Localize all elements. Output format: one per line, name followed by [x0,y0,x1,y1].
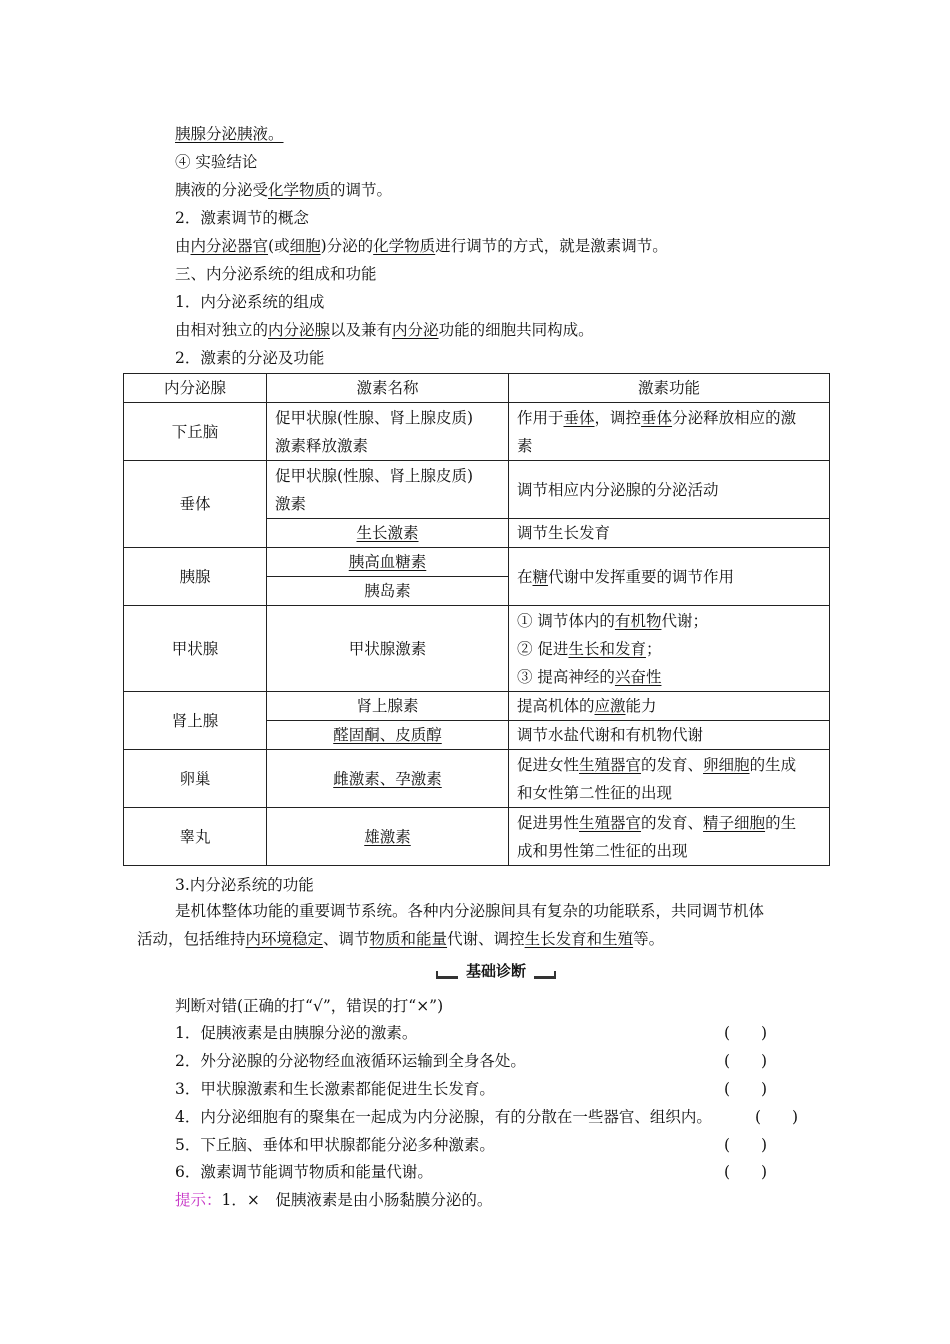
conclusion-line: 胰液的分泌受化学物质的调节。 [175,181,393,199]
table-header-row [124,374,830,403]
function-cell: 促进女性生殖器官的发育、卵细胞的生成 和女性第二性征的出现 [509,750,830,808]
hormone-table [123,373,830,866]
gland-cell: 甲状腺 [124,606,267,692]
table-row [124,606,830,692]
hormone-cell: 雄激素 [267,808,509,866]
hint-label: 提示： [175,1191,222,1209]
hormone-cell: 甲状腺激素 [267,606,509,692]
section-three-heading: 三、内分泌系统的组成和功能 [175,265,377,283]
answer-blank[interactable]: ( ) [755,1108,799,1126]
function-cell: 调节水盐代谢和有机物代谢 [509,721,830,750]
hormone-cell: 胰高血糖素 [267,548,509,577]
table-row [124,461,830,519]
banner-right-tick [554,971,556,979]
hint-text: 1．× 促胰液素是由小肠黏膜分泌的。 [221,1191,493,1209]
hormone-cell: 生长激素 [267,519,509,548]
quiz-item: 5．下丘脑、垂体和甲状腺都能分泌多种激素。 [175,1136,495,1154]
composition-heading: 1．内分泌系统的组成 [175,293,325,311]
basic-diagnosis-banner [436,961,556,983]
quiz-item: 4．内分泌细胞有的聚集在一起成为内分泌腺，有的分散在一些器官、组织内。 [175,1108,712,1126]
banner-right-bar [534,976,556,979]
gland-cell: 睾丸 [124,808,267,866]
hint-line [175,1190,492,1210]
function-cell: 调节生长发育 [509,519,830,548]
quiz-item: 1．促胰液素是由胰腺分泌的激素。 [175,1024,418,1042]
function-cell: 促进男性生殖器官的发育、精子细胞的生 成和男性第二性征的出现 [509,808,830,866]
answer-blank[interactable]: ( ) [724,1024,768,1042]
quiz-item: 2．外分泌腺的分泌物经血液循环运输到全身各处。 [175,1052,526,1070]
underlined-text: 胰腺分泌胰液。 [175,125,284,143]
table-row [124,750,830,808]
composition-text: 由相对独立的内分泌腺以及兼有内分泌功能的细胞共同构成。 [175,321,594,339]
gland-cell: 胰腺 [124,548,267,606]
answer-blank[interactable]: ( ) [724,1163,768,1181]
gland-cell: 垂体 [124,461,267,548]
answer-blank[interactable]: ( ) [724,1136,768,1154]
table-row [124,403,830,461]
header-hormone: 激素名称 [267,374,509,403]
quiz-instruction: 判断对错(正确的打“√”，错误的打“×”) [175,997,444,1015]
hormone-cell: 胰岛素 [267,577,509,606]
hormone-regulation-heading: 2．激素调节的概念 [175,209,309,227]
experiment-conclusion-heading: ④ 实验结论 [175,153,258,171]
hormone-cell: 肾上腺素 [267,692,509,721]
gland-cell: 卵巢 [124,750,267,808]
answer-blank[interactable]: ( ) [724,1052,768,1070]
quiz-item: 6．激素调节能调节物质和能量代谢。 [175,1163,433,1181]
gland-cell: 肾上腺 [124,692,267,750]
section-three-paragraph: 是机体整体功能的重要调节系统。各种内分泌腺间具有复杂的功能联系，共同调节机体 活动，包括维持内环境稳定、调节物质和能量代谢、调控生长发育和生殖等。 [137,902,765,948]
function-cell: ① 调节体内的有机物代谢； ② 促进生长和发育； ③ 提高神经的兴奋性 [509,606,830,692]
secretion-heading: 2．激素的分泌及功能 [175,349,325,367]
table-row [124,808,830,866]
header-gland: 内分泌腺 [124,374,267,403]
hormone-cell: 促甲状腺(性腺、肾上腺皮质) 激素 [267,461,509,519]
hormone-cell: 醛固酮、皮质醇 [267,721,509,750]
hormone-regulation-definition: 由内分泌器官(或细胞)分泌的化学物质进行调节的方式，就是激素调节。 [175,237,668,255]
gland-cell: 下丘脑 [124,403,267,461]
intro-line-1 [175,124,284,144]
hormone-cell: 促甲状腺(性腺、肾上腺皮质) 激素释放激素 [267,403,509,461]
table-row [124,692,830,721]
section-three-sub-heading: 3.内分泌系统的功能 [175,876,314,894]
function-cell: 提高机体的应激能力 [509,692,830,721]
function-cell: 调节相应内分泌腺的分泌活动 [509,461,830,519]
function-cell: 作用于垂体，调控垂体分泌释放相应的激 素 [509,403,830,461]
table-row [124,548,830,577]
answer-blank[interactable]: ( ) [724,1080,768,1098]
banner-left-bar [436,976,458,979]
function-cell: 在糖代谢中发挥重要的调节作用 [509,548,830,606]
banner-title: 基础诊断 [465,962,526,980]
hormone-cell: 雌激素、孕激素 [267,750,509,808]
header-function: 激素功能 [509,374,830,403]
quiz-item: 3．甲状腺激素和生长激素都能促进生长发育。 [175,1080,495,1098]
